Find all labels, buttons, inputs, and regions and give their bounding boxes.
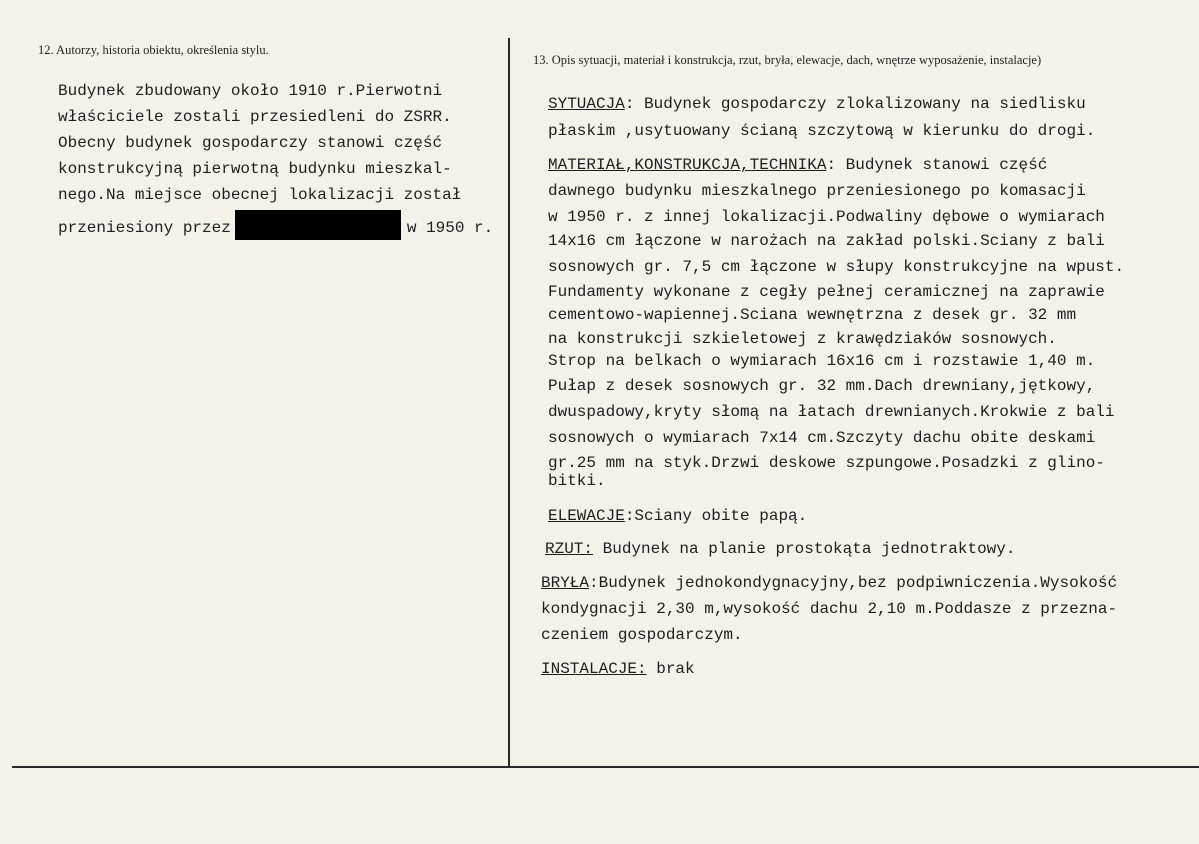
history-line: właściciele zostali przesiedleni do ZSRR. [58, 108, 452, 126]
material-label: MATERIAŁ,KONSTRUKCJA,TECHNIKA [548, 156, 827, 174]
bottom-rule [12, 766, 1199, 768]
redaction-bar [235, 210, 401, 240]
bryla-line: czeniem gospodarczym. [541, 626, 743, 644]
material-line: dawnego budynku mieszkalnego przeniesionego po komasacji [548, 182, 1086, 200]
history-line: nego.Na miejsce obecnej lokalizacji został [58, 186, 462, 204]
instalacje-line [541, 661, 695, 677]
history-line-start: przeniesiony przez [58, 219, 231, 238]
elewacje-line [548, 508, 807, 524]
rzut-label: RZUT: [545, 540, 594, 558]
section-13-heading: 13. Opis sytuacji, materiał i konstrukcja, rzut, bryła, elewacje, dach, wnętrze wyposażenie, instalacje) [533, 53, 1042, 67]
material-line: w 1950 r. z innej lokalizacji.Podwaliny dębowe o wymiarach [548, 208, 1105, 226]
bryla-line: kondygnacji 2,30 m,wysokość dachu 2,10 m.Poddasze z przezna- [541, 600, 1118, 618]
bryla-line [541, 575, 1117, 591]
history-line: konstrukcyjną pierwotną budynku mieszkal- [58, 160, 452, 178]
material-line: cementowo-wapiennej.Sciana wewnętrzna z desek gr. 32 mm [548, 306, 1077, 324]
history-line: Obecny budynek gospodarczy stanowi część [58, 134, 443, 152]
material-line: sosnowych gr. 7,5 cm łączone w słupy konstrukcyjne na wpust. [548, 258, 1125, 276]
history-line-end: w 1950 r. [406, 219, 494, 238]
elewacje-text: :Sciany obite papą. [624, 507, 808, 525]
bryla-text: :Budynek jednokondygnacyjny,bez podpiwniczenia.Wysokość [589, 574, 1118, 592]
material-line: dwuspadowy,kryty słomą na łatach drewnianych.Krokwie z bali [548, 403, 1115, 421]
material-line: Fundamenty wykonane z cegły pełnej ceramicznej na zaprawie [548, 283, 1105, 301]
sytuacja-label: SYTUACJA [548, 95, 625, 113]
history-line-last [58, 213, 493, 243]
sytuacja-line: płaskim ,usytuowany ścianą szczytową w kierunku do drogi. [548, 122, 1096, 140]
material-line: Strop na belkach o wymiarach 16x16 cm i rozstawie 1,40 m. [548, 352, 1096, 370]
material-line: bitki. [548, 472, 606, 490]
instalacje-label: INSTALACJE: [541, 660, 647, 678]
rzut-text: Budynek na planie prostokąta jednotraktowy. [593, 540, 1016, 558]
material-line: na konstrukcji szkieletowej z krawędziaków sosnowych. [548, 330, 1057, 348]
material-line: sosnowych o wymiarach 7x14 cm.Szczyty dachu obite deskami [548, 429, 1096, 447]
sytuacja-text: : Budynek gospodarczy zlokalizowany na siedlisku [624, 95, 1086, 113]
material-line: Pułap z desek sosnowych gr. 32 mm.Dach drewniany,jętkowy, [548, 377, 1096, 395]
history-line: Budynek zbudowany około 1910 r.Pierwotni [58, 82, 443, 100]
section-12-heading: 12. Autorzy, historia obiektu, określenia stylu. [38, 43, 269, 57]
material-line: gr.25 mm na styk.Drzwi deskowe szpungowe.Posadzki z glino- [548, 454, 1105, 472]
rzut-line [545, 541, 1015, 557]
material-line [548, 157, 1047, 173]
material-text: : Budynek stanowi część [826, 156, 1048, 174]
bryla-label: BRYŁA [541, 574, 590, 592]
material-line: 14x16 cm łączone w narożach na zakład polski.Sciany z bali [548, 232, 1105, 250]
sytuacja-line [548, 96, 1086, 112]
column-divider [508, 38, 510, 768]
instalacje-text: brak [646, 660, 695, 678]
elewacje-label: ELEWACJE [548, 507, 625, 525]
